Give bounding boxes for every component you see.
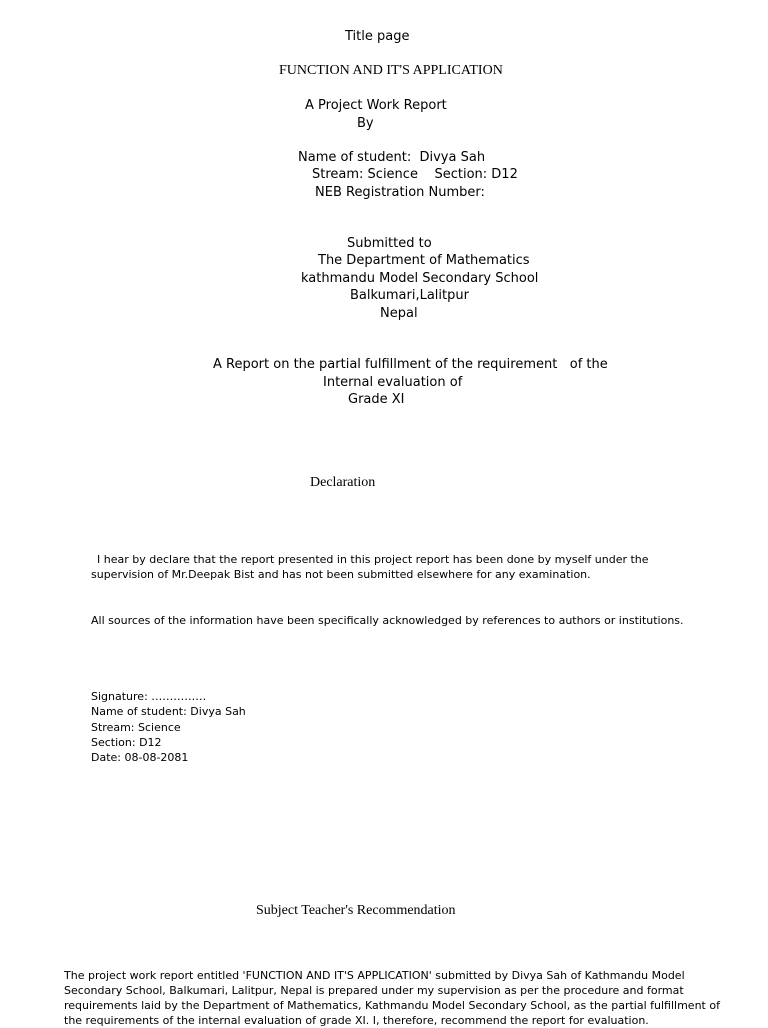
declaration-date: Date: 08-08-2081 [91, 751, 189, 764]
declaration-student-name: Name of student: Divya Sah [91, 705, 246, 718]
submitted-to: Submitted to [347, 236, 432, 251]
school: kathmandu Model Secondary School [301, 271, 539, 286]
project-title: FUNCTION AND IT'S APPLICATION [279, 63, 503, 78]
report-line-3: Grade XI [348, 392, 405, 407]
neb-registration: NEB Registration Number: [315, 185, 485, 200]
signature-line: Signature: …………… [91, 690, 207, 703]
declaration-heading: Declaration [310, 475, 376, 490]
report-line-1: A Report on the partial fulfillment of the requirement of the [213, 357, 608, 372]
by-label: By [357, 116, 374, 131]
stream-section: Stream: Science Section: D12 [312, 167, 518, 182]
report-type: A Project Work Report [305, 98, 447, 113]
recommendation-paragraph: The project work report entitled 'FUNCTION AND IT'S APPLICATION' submitted by Divya Sah of Kathmandu Model Secondary School, Balkumari, Lalitpur, Nepal is prepared under my supervision as per the procedure and format requirements laid by the Department of Mathematics, Kathmandu Model Secondary School, as the partial fulfillment of the requirements of the internal evaluation of grade XI. I, therefore, recommend the report for evaluation. [64, 969, 720, 1027]
recommendation-heading: Subject Teacher's Recommendation [256, 903, 456, 918]
student-name: Name of student: Divya Sah [298, 150, 486, 165]
declaration-stream: Stream: Science [91, 721, 181, 734]
declaration-paragraph-2: All sources of the information have been specifically acknowledged by references to authors or institutions. [91, 614, 684, 627]
country: Nepal [380, 306, 418, 321]
declaration-paragraph-1: I hear by declare that the report presented in this project report has been done by myself under the supervision of Mr.Deepak Bist and has not been submitted elsewhere for any examination. [91, 553, 649, 581]
department: The Department of Mathematics [318, 253, 530, 268]
location: Balkumari,Lalitpur [350, 288, 469, 303]
report-line-2: Internal evaluation of [323, 375, 463, 390]
title-page-label: Title page [345, 29, 410, 44]
declaration-section: Section: D12 [91, 736, 162, 749]
